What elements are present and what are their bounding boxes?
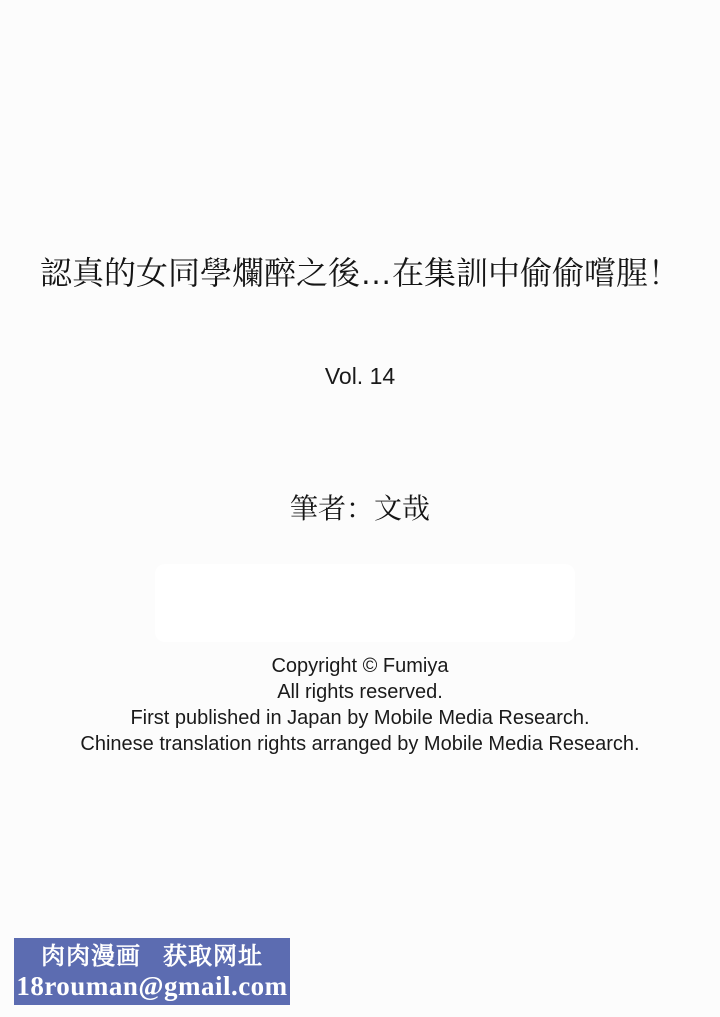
watermark-tagline: 获取网址 [163,942,263,970]
copyright-line: First published in Japan by Mobile Media Research. [130,707,590,729]
publisher-logo-placeholder [155,564,575,642]
copyright-line: Chinese translation rights arranged by Mobile Media Research. [80,733,640,755]
watermark-banner [14,938,290,1005]
copyright-block [0,653,720,757]
watermark-site-name: 肉肉漫画 [41,942,141,970]
watermark-email: 18rouman@gmail.com [16,970,288,1001]
author-line: 筆者：文哉 [289,493,430,524]
watermark-title-line [41,943,263,971]
copyright-line: Copyright © Fumiya [271,655,449,677]
volume-number: Vol. 14 [324,363,396,389]
copyright-line: All rights reserved. [277,681,443,703]
series-title: 認真的女同學爛醉之後…在集訓中偷偷嚐腥！ [39,255,680,291]
